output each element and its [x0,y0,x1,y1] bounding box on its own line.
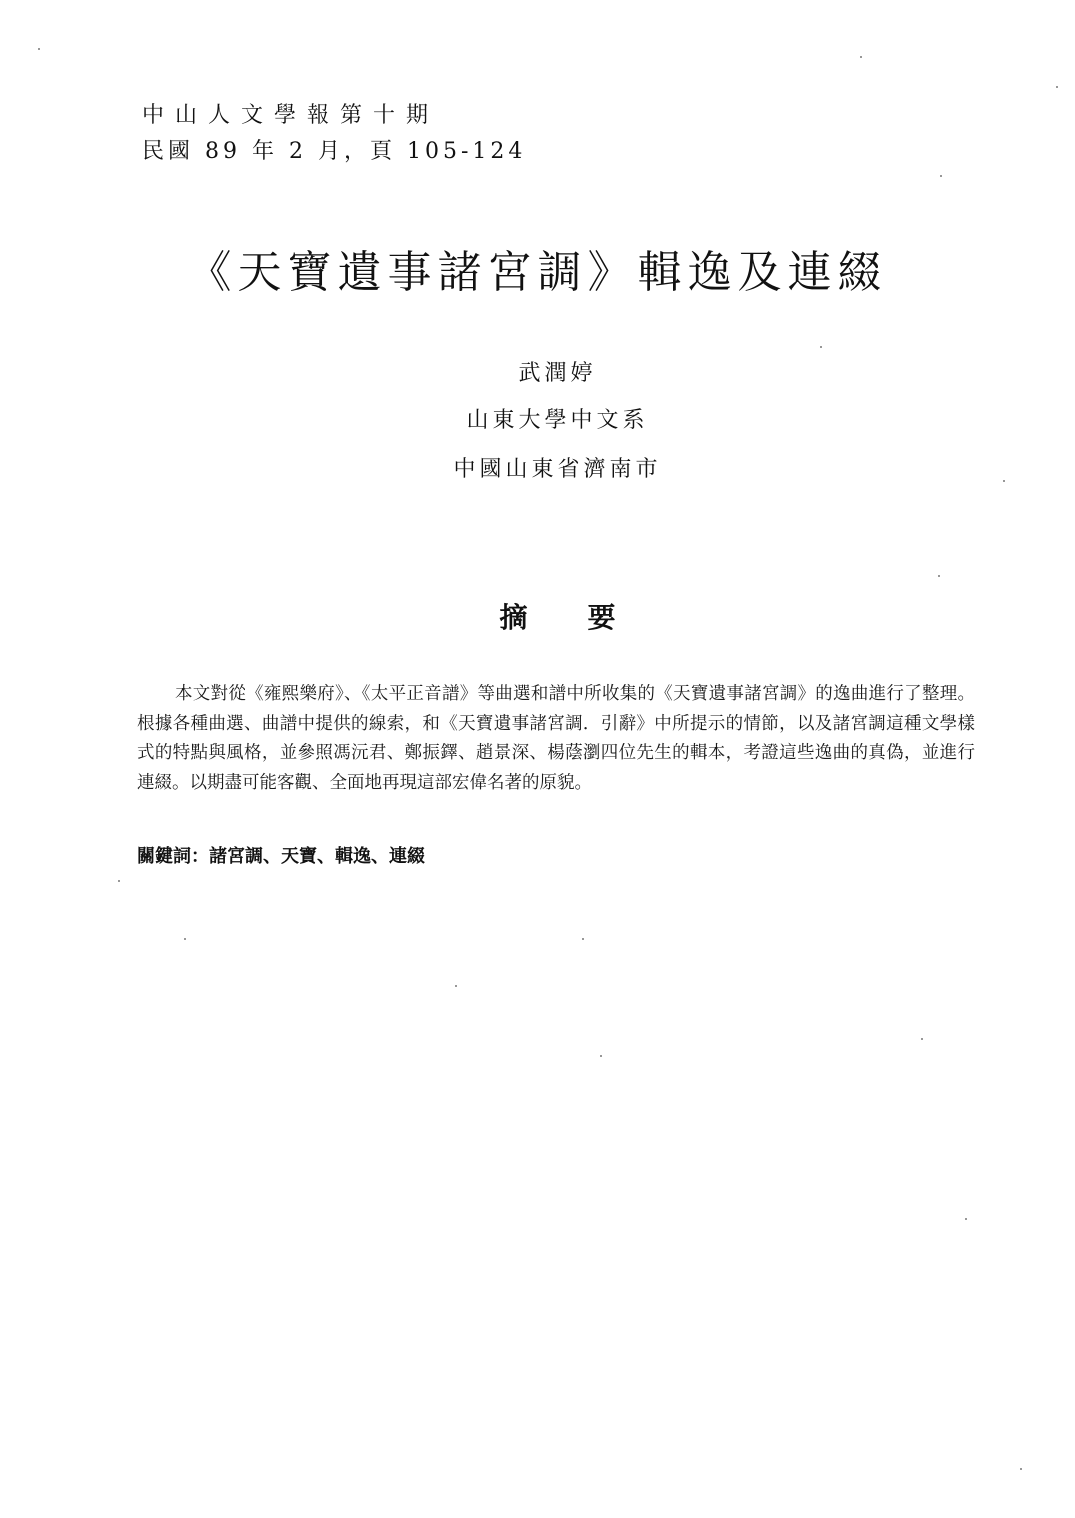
abstract-body: 本文對從《雍熙樂府》、《太平正音譜》等曲選和譜中所收集的《天寶遺事諸宮調》的逸曲進行了整理。根據各種曲選、曲譜中提供的線索，和《天寶遺事諸宮調．引辭》中所提示的情節，以及諸宮調這種文學樣式的特點與風格，並參照馮沅君、鄭振鐸、趙景深、楊蔭瀏四位先生的輯本，考證這些逸曲的真偽，並進行連綴。以期盡可能客觀、全面地再現這部宏偉名著的原貌。 [137,684,975,793]
author-location: 中國山東省濟南市 [453,457,662,482]
abstract-heading-left: 摘 [499,601,528,634]
keywords: 關鍵詞：諸宮調、天寶、輯逸、連綴 [137,846,425,867]
scan-speck [1003,480,1005,482]
scan-speck [184,938,186,940]
journal-issue: 民國 89 年 2 月，頁 105-124 [142,139,527,164]
scan-speck [1020,1468,1022,1470]
scan-speck [921,1038,923,1040]
scan-speck [1056,86,1058,88]
abstract-heading [0,596,1075,636]
scan-speck [820,346,822,348]
paper-title: 《天寶遺事諸宮調》輯逸及連綴 [187,247,888,298]
scan-speck [38,48,40,50]
scan-speck [938,575,940,577]
scan-speck [860,56,862,58]
scan-speck [940,175,942,177]
scan-speck [582,938,584,940]
scan-speck [600,1055,602,1057]
journal-name: 中山人文學報第十期 [142,103,440,128]
scan-speck [965,1218,967,1220]
scan-speck [118,880,120,882]
scan-speck [455,985,457,987]
author-affiliation: 山東大學中文系 [466,408,649,433]
abstract-heading-right: 要 [587,601,616,634]
author-name: 武潤婷 [518,361,597,386]
